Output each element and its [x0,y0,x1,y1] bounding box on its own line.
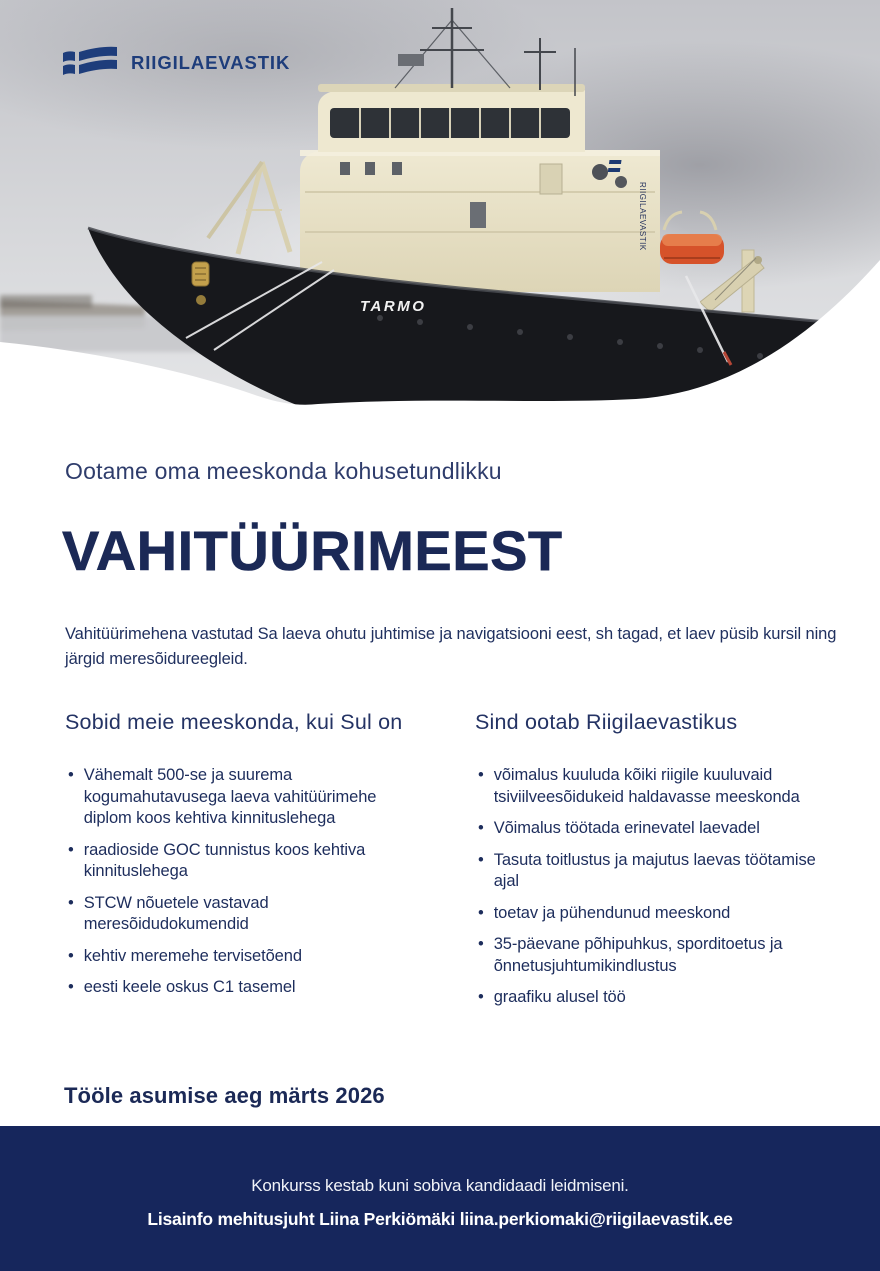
list-item: • Võimalus töötada erinevatel laevadel [475,818,843,840]
ship-photo [0,0,880,410]
brand-flag-icon [62,44,118,82]
footer-contact-text: Lisainfo mehitusjuht Liina Perkiömäki liina.perkiomaki@riigilaevastik.ee [147,1209,733,1229]
list-item: • kehtiv meremehe tervisetõend [65,946,433,968]
start-date-note: Tööle asumise aeg märts 2026 [64,1083,385,1108]
list-item: • võimalus kuuluda kõiki riigile kuuluvaid tsiviilveesõidukeid haldavasse meeskonda [475,765,843,808]
kicker-text: Ootame oma meeskonda kohusetundlikku [65,458,502,484]
hull-brand-text: RIIGILAEVASTIK [638,182,647,251]
brand-logo [62,44,290,82]
footer [0,1126,880,1271]
bullet-icon: • [478,988,484,1006]
requirements-list [65,765,433,999]
page-title: VAHITÜÜRIMEEST [62,519,563,582]
list-item: • raadioside GOC tunnistus koos kehtiva kinnituslehega [65,840,433,883]
list-item: • STCW nõuetele vastavad meresõidudokumendid [65,893,433,936]
list-item: • 35-päevane põhipuhkus, sporditoetus ja õnnetusjuhtumikindlustus [475,934,843,977]
footer-duration-text: Konkurss kestab kuni sobiva kandidaadi leidmiseni. [251,1176,629,1195]
brand-logo-text: RIIGILAEVASTIK [131,52,291,73]
bullet-icon: • [478,819,484,837]
list-item: • Tasuta toitlustus ja majutus laevas töötamise ajal [475,850,843,893]
bullet-icon: • [68,893,74,912]
requirements-column [65,710,433,1009]
list-item: • Vähemalt 500-se ja suurema kogumahutavusega laeva vahitüürimehe diplom koos kehtiva kinnituslehega [65,765,433,830]
bullet-icon: • [68,840,74,859]
list-item: • toetav ja pühendunud meeskond [475,903,843,925]
bullet-icon: • [478,850,484,869]
bullet-icon: • [68,766,74,784]
role-description: Vahitüürimehena vastutad Sa laeva ohutu juhtimise ja navigatsiooni eest, sh tagad, et laev püsib kursil ning järgid meresõidureegleid. [65,625,837,668]
requirements-heading: Sobid meie meeskonda, kui Sul on [65,710,403,734]
benefits-column [475,710,843,1019]
list-item: • graafiku alusel töö [475,987,843,1009]
ship-name-text: TARMO [360,298,427,315]
benefits-list [475,765,843,1009]
bullet-icon: • [478,935,484,953]
list-item: • eesti keele oskus C1 tasemel [65,977,433,999]
bullet-icon: • [68,946,74,965]
benefits-heading: Sind ootab Riigilaevastikus [475,710,738,734]
bullet-icon: • [478,766,484,784]
bullet-icon: • [478,903,484,922]
bullet-icon: • [68,978,74,996]
